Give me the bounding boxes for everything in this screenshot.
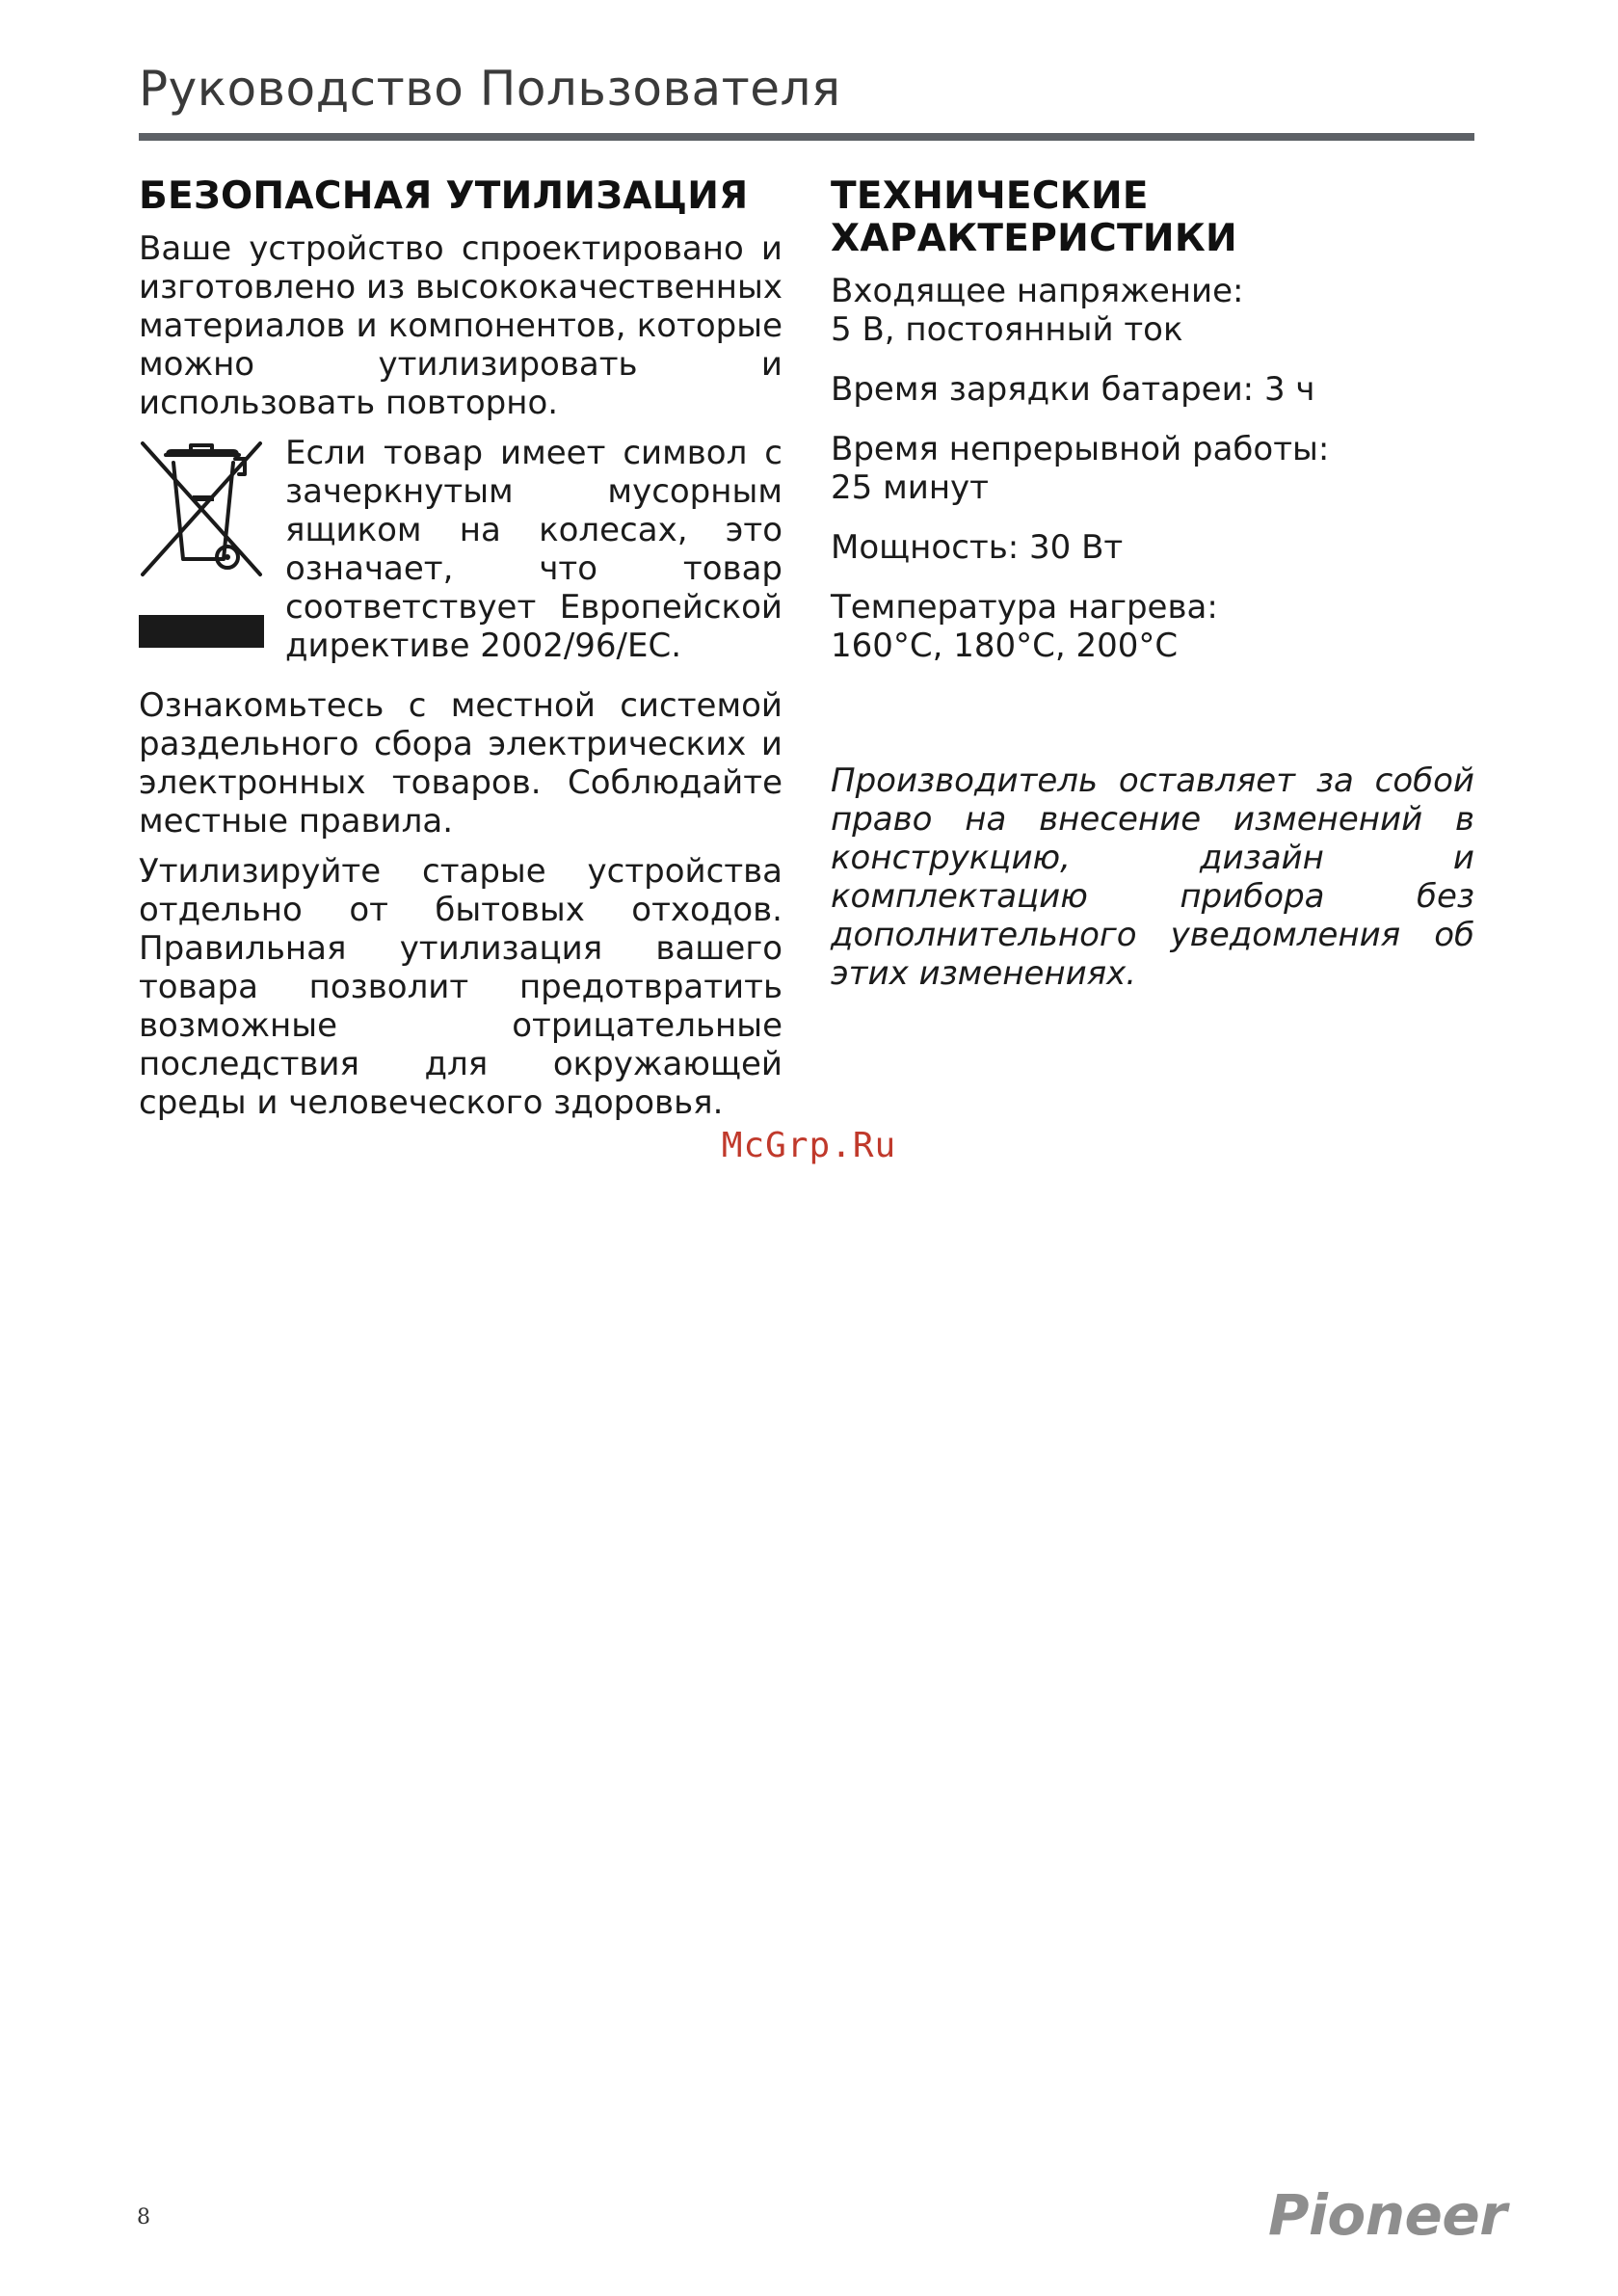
page-title: Руководство Пользователя: [139, 61, 841, 117]
spec-label: Мощность:: [831, 528, 1029, 567]
spec-label: Время зарядки батареи:: [831, 370, 1264, 409]
brand-logo: Pioneer: [1268, 2182, 1507, 2248]
weee-paragraph: Если товар имеет символ с зачеркнутым мусорным ящиком на колесах, это означает, что товар соответствует Европейской директиве 2002/96/ЕС.: [285, 434, 782, 665]
manufacturer-notice: Производитель оставляет за собой право на внесение изменений в конструкцию, дизайн и комплектацию прибора без дополнительного уведомления об этих изменениях.: [831, 761, 1474, 993]
spec-label: Температура нагрева:: [831, 588, 1218, 627]
spec-value: 30 Вт: [1029, 528, 1124, 567]
disposal-heading: БЕЗОПАСНАЯ УТИЛИЗАЦИЯ: [139, 174, 749, 218]
spec-label: Входящее напряжение:: [831, 272, 1244, 310]
header-divider: [139, 133, 1474, 141]
page-number: 8: [137, 2205, 150, 2229]
crossed-out-wheelie-bin-icon: [139, 438, 264, 578]
page-header: [139, 60, 1474, 118]
spec-value: 3 ч: [1263, 370, 1315, 409]
spec-value: 5 В, постоянный ток: [831, 310, 1183, 349]
proper-disposal-paragraph: Утилизируйте старые устройства отдельно от бытовых отходов. Правильная утилизация вашего товара позволит предотвратить возможные отрицательные последствия для окружающей среды и человеческого здоровья.: [139, 852, 782, 1122]
disposal-intro-paragraph: Ваше устройство спроектировано и изготовлено из высококачественных материалов и компонентов, которые можно утилизировать и использовать повторно.: [139, 229, 782, 422]
disposal-section: [139, 175, 782, 1134]
spec-label: Время непрерывной работы:: [831, 430, 1330, 468]
spec-charge-time: [831, 370, 1474, 409]
spec-value: 25 минут: [831, 468, 989, 507]
weee-notice: [139, 434, 782, 677]
spec-run-time: [831, 430, 1474, 507]
spec-heating-temperature: [831, 588, 1474, 665]
watermark-link[interactable]: McGrp.Ru: [721, 1126, 897, 1165]
spec-power: [831, 528, 1474, 567]
spec-value: 160°С, 180°С, 200°С: [831, 627, 1179, 665]
weee-symbol: [139, 438, 264, 648]
specs-section: [831, 175, 1474, 993]
local-rules-paragraph: Ознакомьтесь с местной системой раздельного сбора электрических и электронных товаров. Соблюдайте местные правила.: [139, 686, 782, 841]
weee-underline-bar: [139, 615, 264, 648]
specs-heading: ТЕХНИЧЕСКИЕ ХАРАКТЕРИСТИКИ: [831, 174, 1237, 260]
spec-input-voltage: [831, 272, 1474, 349]
